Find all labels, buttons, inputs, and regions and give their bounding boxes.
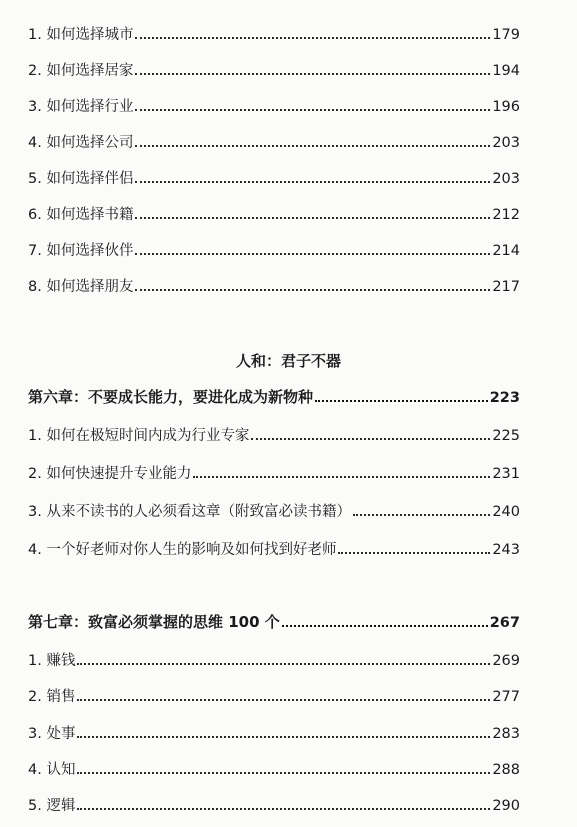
- toc-entry-page: 277: [492, 689, 520, 705]
- chapter-heading: [28, 386, 520, 408]
- toc-entry: [28, 275, 520, 297]
- dot-leader: [315, 399, 488, 402]
- toc-entry-page: 240: [492, 504, 520, 520]
- dot-leader: [77, 698, 490, 701]
- toc-entry-title: 1. 赚钱: [28, 653, 76, 669]
- dot-leader: [251, 437, 490, 440]
- toc-entry: [28, 538, 520, 560]
- toc-entry-page: 194: [492, 63, 520, 79]
- toc-entry-title: 3. 处事: [28, 726, 76, 742]
- toc-entry-page: 269: [492, 653, 520, 669]
- toc-entry-page: 196: [492, 99, 520, 115]
- dot-leader: [135, 36, 490, 39]
- toc-entry-title: 3. 从来不读书的人必须看这章（附致富必读书籍）: [28, 504, 351, 520]
- toc-entry: [28, 59, 520, 81]
- toc-entry: [28, 203, 520, 225]
- toc-entry: [28, 462, 520, 484]
- dot-leader: [135, 216, 490, 219]
- dot-leader: [135, 144, 490, 147]
- toc-entry-title: 5. 如何选择伴侣: [28, 171, 134, 187]
- dot-leader: [353, 513, 490, 516]
- toc-entry-title: 4. 一个好老师对你人生的影响及如何找到好老师: [28, 542, 337, 558]
- toc-entry-page: 225: [492, 428, 520, 444]
- toc-entry-page: 243: [492, 542, 520, 558]
- dot-leader: [135, 108, 490, 111]
- toc-entry-title: 8. 如何选择朋友: [28, 279, 134, 295]
- toc-entry-page: 179: [492, 27, 520, 43]
- dot-leader: [135, 180, 490, 183]
- toc-entry: [28, 167, 520, 189]
- toc-entry-title: 3. 如何选择行业: [28, 99, 134, 115]
- toc-entry: [28, 131, 520, 153]
- chapter-page: 267: [489, 615, 520, 631]
- toc-entry-page: 231: [492, 466, 520, 482]
- toc-entry-page: 290: [492, 798, 520, 814]
- toc-entry-title: 4. 如何选择公司: [28, 135, 134, 151]
- dot-leader: [77, 771, 490, 774]
- toc-entry: [28, 758, 520, 780]
- toc-entry: [28, 424, 520, 446]
- chapter-title: 第七章：致富必须掌握的思维 100 个: [28, 613, 280, 631]
- toc-entry-title: 7. 如何选择伙伴: [28, 243, 134, 259]
- dot-leader: [77, 735, 490, 738]
- dot-leader: [338, 551, 490, 554]
- dot-leader: [135, 288, 490, 291]
- toc-entry: [28, 794, 520, 816]
- toc-entry-title: 1. 如何选择城市: [28, 27, 134, 43]
- dot-leader: [77, 662, 490, 665]
- toc-entry: [28, 23, 520, 45]
- toc-entry-page: 214: [492, 243, 520, 259]
- dot-leader: [282, 624, 488, 627]
- toc-entry-page: 203: [492, 135, 520, 151]
- toc-entry-page: 283: [492, 726, 520, 742]
- dot-leader: [135, 252, 490, 255]
- chapter-title: 第六章：不要成长能力，要进化成为新物种: [28, 388, 314, 406]
- toc-entry: [28, 500, 520, 522]
- dot-leader: [193, 475, 490, 478]
- toc-entry-title: 6. 如何选择书籍: [28, 207, 134, 223]
- toc-entry-title: 2. 销售: [28, 689, 76, 705]
- toc-entry: [28, 685, 520, 707]
- toc-entry: [28, 95, 520, 117]
- toc-entry: [28, 649, 520, 671]
- toc-entry-title: 2. 如何选择居家: [28, 63, 134, 79]
- toc-entry: [28, 722, 520, 744]
- toc-entry-title: 5. 逻辑: [28, 798, 76, 814]
- chapter-page: 223: [489, 390, 520, 406]
- toc-entry-title: 1. 如何在极短时间内成为行业专家: [28, 428, 250, 444]
- toc-entry-page: 212: [492, 207, 520, 223]
- section-title: 人和：君子不器: [235, 352, 341, 370]
- dot-leader: [135, 72, 490, 75]
- chapter-heading: [28, 611, 520, 633]
- toc-entry-title: 4. 认知: [28, 762, 76, 778]
- toc-entry-page: 203: [492, 171, 520, 187]
- toc-entry-title: 2. 如何快速提升专业能力: [28, 466, 192, 482]
- toc-entry-page: 217: [492, 279, 520, 295]
- toc-entry-page: 288: [492, 762, 520, 778]
- dot-leader: [77, 807, 490, 810]
- toc-entry: [28, 239, 520, 261]
